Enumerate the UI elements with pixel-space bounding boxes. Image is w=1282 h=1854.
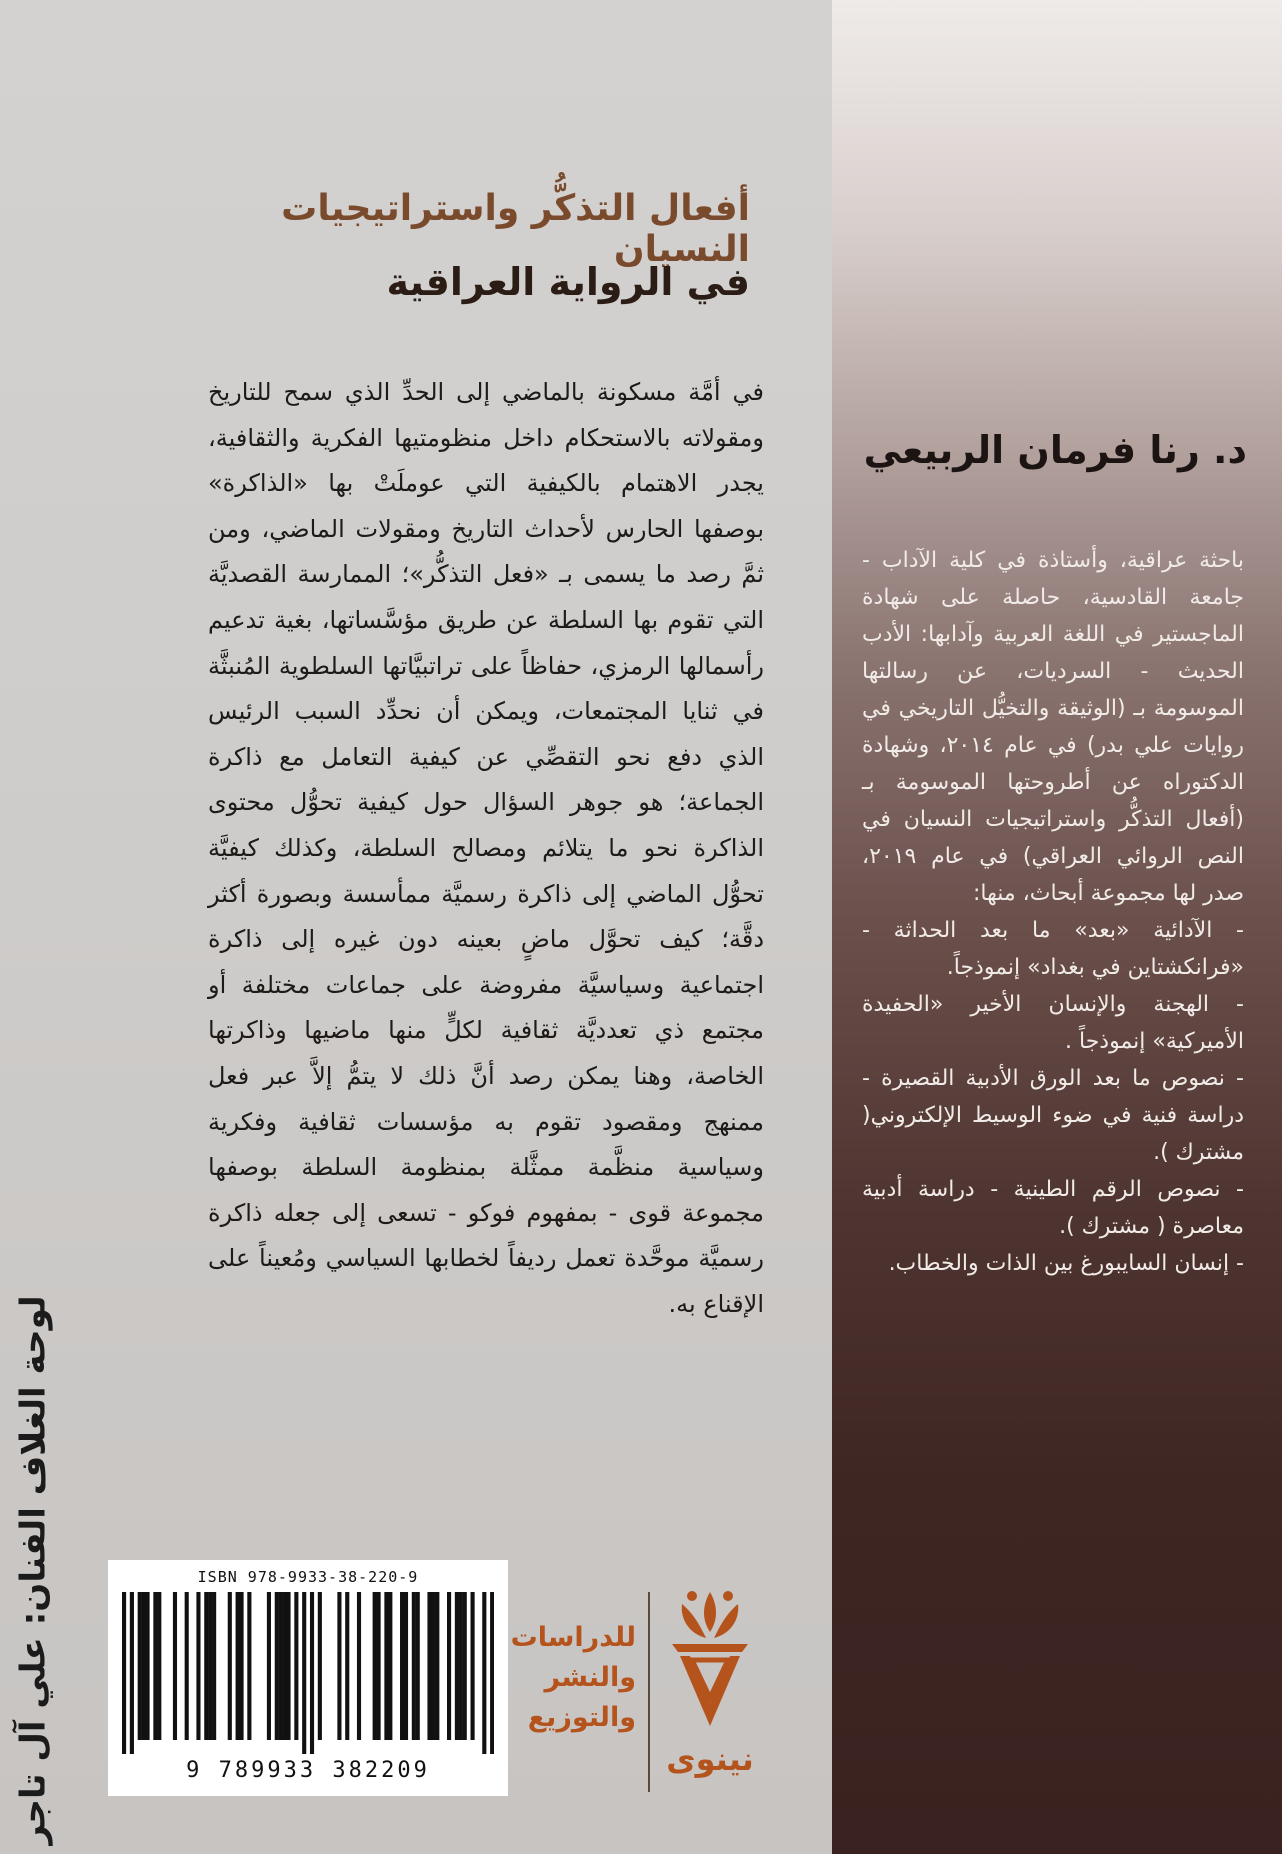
- author-bio: [862, 542, 1244, 1282]
- barcode-bar: [208, 1592, 212, 1740]
- barcode-bar: [435, 1592, 439, 1740]
- isbn-digits: 9 789933 382209: [186, 1758, 430, 1783]
- barcode-bar: [337, 1592, 341, 1740]
- barcode-bar: [431, 1592, 435, 1740]
- book-title-line1: أفعال التذكُّر واستراتيجيات النسيان: [281, 188, 750, 270]
- barcode-bar: [482, 1592, 486, 1754]
- bio-work-item: - نصوص الرقم الطينية - دراسة أدبية معاصرة ( مشترك ).: [862, 1177, 1244, 1239]
- barcode-bar: [404, 1592, 408, 1740]
- barcode-bar: [471, 1592, 475, 1740]
- barcode-bar: [279, 1592, 283, 1740]
- ninawa-lotus-logo-icon: [662, 1586, 758, 1736]
- bio-work-item: - الآدائية «بعد» ما بعد الحداثة - «فرانكشتاين في بغداد» إنموذجاً.: [862, 918, 1244, 980]
- barcode-bar: [490, 1592, 494, 1754]
- author-name: د. رنا فرمان الربيعي: [863, 428, 1247, 472]
- barcode-bar: [204, 1592, 208, 1740]
- barcode-bar: [455, 1592, 459, 1740]
- blurb-text: في أمَّة مسكونة بالماضي إلى الحدِّ الذي سمح للتاريخ ومقولاته بالاستحكام داخل منظومتيها الفكرية والثقافية، يجدر الاهتمام بالكيفية التي عوملَتْ بها «الذاكرة» بوصفها الحارس لأحداث التاريخ ومقولات الماضي، ومن ثمَّ رصد ما يسمى بـ «فعل التذكُّر»؛ الممارسة القصديَّة التي تقوم بها السلطة عن طريق مؤسَّساتها، بغية تدعيم رأسمالها الرمزي، حفاظاً على تراتبيَّاتها السلطوية المُنبثَّة في ثنايا المجتمعات، ويمكن أن نحدِّد السبب الرئيس الذي دفع نحو التقصِّي عن كيفية التعامل مع ذاكرة الجماعة؛ هو جوهر السؤال حول كيفية تحوُّل محتوى الذاكرة نحو ما يتلائم ومصالح السلطة، وكذلك كيفيَّة تحوُّل الماضي إلى ذاكرة رسميَّة ممأسسة وبصورة أكثر دقَّة؛ كيف تحوَّل ماضٍ بعينه دون غيره إلى ذاكرة اجتماعية وسياسيَّة مفروضة على جماعات مختلفة أو مجتمع ذي تعدديَّة ثقافية لكلٍّ منها ماضيها وذاكرتها الخاصة، وهنا يمكن رصد أنَّ ذلك لا يتمُّ إلاَّ عبر فعل ممنهج ومقصود تقوم به مؤسسات ثقافية وفكرية وسياسية منظَّمة ممثَّلة بمنظومة السلطة بوصفها مجموعة قوى - بمفهوم فوكو - تسعى إلى جعله ذاكرة رسميَّة موحَّدة تعمل رديفاً لخطابها السياسي ومُعيناً على الإقناع به.: [208, 378, 764, 1318]
- barcode-bar: [138, 1592, 142, 1740]
- barcode-bar: [247, 1592, 251, 1740]
- barcode-bar: [412, 1592, 416, 1740]
- barcode-bar: [310, 1592, 314, 1754]
- barcode-bar: [228, 1592, 232, 1740]
- book-title-line2: في الرواية العراقية: [386, 260, 750, 304]
- barcode-bar: [384, 1592, 388, 1740]
- bio-work-item: - نصوص ما بعد الورق الأدبية القصيرة - دراسة فنية في ضوء الوسيط الإلكتروني( مشترك ).: [862, 1066, 1244, 1165]
- barcode-bar: [145, 1592, 149, 1740]
- cover-art-credit: [6, 1295, 62, 1845]
- publisher-line-2: والنشر: [544, 1662, 636, 1693]
- publisher-line-1: للدراسات: [510, 1622, 636, 1653]
- barcode-bar: [286, 1592, 290, 1740]
- barcode-bar: [212, 1592, 216, 1740]
- publisher-name: نينوى: [666, 1740, 754, 1778]
- barcode-bar: [463, 1592, 467, 1740]
- author-bio-text: باحثة عراقية، وأستاذة في كلية الآداب - جامعة القادسية، حاصلة على شهادة الماجستير في اللغة العربية وآدابها: الأدب الحديث - السرديات، عن رسالتها الموسومة بـ (الوثيقة والتخيُّل التاريخي في روايات علي بدر) في عام ٢٠١٤، وشهادة الدكتوراه عن أطروحتها الموسومة بـ (أفعال التذكُّر واستراتيجيات النسيان في النص الروائي العراقي) في عام ٢٠١٩، صدر لها مجموعة أبحاث، منها:: [862, 548, 1244, 906]
- barcode-bar: [122, 1592, 126, 1754]
- barcode-bar: [373, 1592, 377, 1740]
- barcode-bar: [459, 1592, 463, 1740]
- barcode-bars: [122, 1592, 494, 1754]
- barcode-bar: [294, 1592, 298, 1740]
- barcode-bar: [236, 1592, 240, 1740]
- publisher-tagline: [510, 1618, 636, 1738]
- barcode-bar: [388, 1592, 392, 1740]
- barcode-bar: [185, 1592, 189, 1740]
- barcode-bar: [173, 1592, 177, 1740]
- barcode-bar: [447, 1592, 451, 1740]
- barcode-bar: [283, 1592, 287, 1740]
- barcode-bar: [357, 1592, 361, 1740]
- barcode-bar: [196, 1592, 200, 1740]
- cover-art-credit-text: لوحة الغلاف الفنان: علي آل تاجر: [14, 1295, 54, 1845]
- barcode-bar: [275, 1592, 279, 1740]
- barcode-bar: [239, 1592, 243, 1740]
- barcode-bar: [157, 1592, 161, 1740]
- isbn-barcode: [108, 1560, 508, 1796]
- barcode-bar: [153, 1592, 157, 1740]
- isbn-label: ISBN 978-9933-38-220-9: [197, 1568, 419, 1586]
- barcode-bar: [302, 1592, 306, 1754]
- barcode-bar: [416, 1592, 420, 1740]
- barcode-bar: [345, 1592, 349, 1740]
- barcode-bar: [400, 1592, 404, 1740]
- barcode-bar: [142, 1592, 146, 1740]
- publisher-line-3: والتوزيع: [527, 1702, 636, 1733]
- barcode-bar: [267, 1592, 271, 1740]
- barcode-bar: [427, 1592, 431, 1740]
- barcode-bar: [130, 1592, 134, 1754]
- bio-work-item: - الهجنة والإنسان الأخير «الحفيدة الأميركية» إنموذجاً .: [862, 992, 1244, 1054]
- barcode-bar: [318, 1592, 322, 1740]
- barcode-bar: [377, 1592, 381, 1740]
- bio-work-item: - إنسان السايبورغ بين الذات والخطاب.: [888, 1251, 1244, 1276]
